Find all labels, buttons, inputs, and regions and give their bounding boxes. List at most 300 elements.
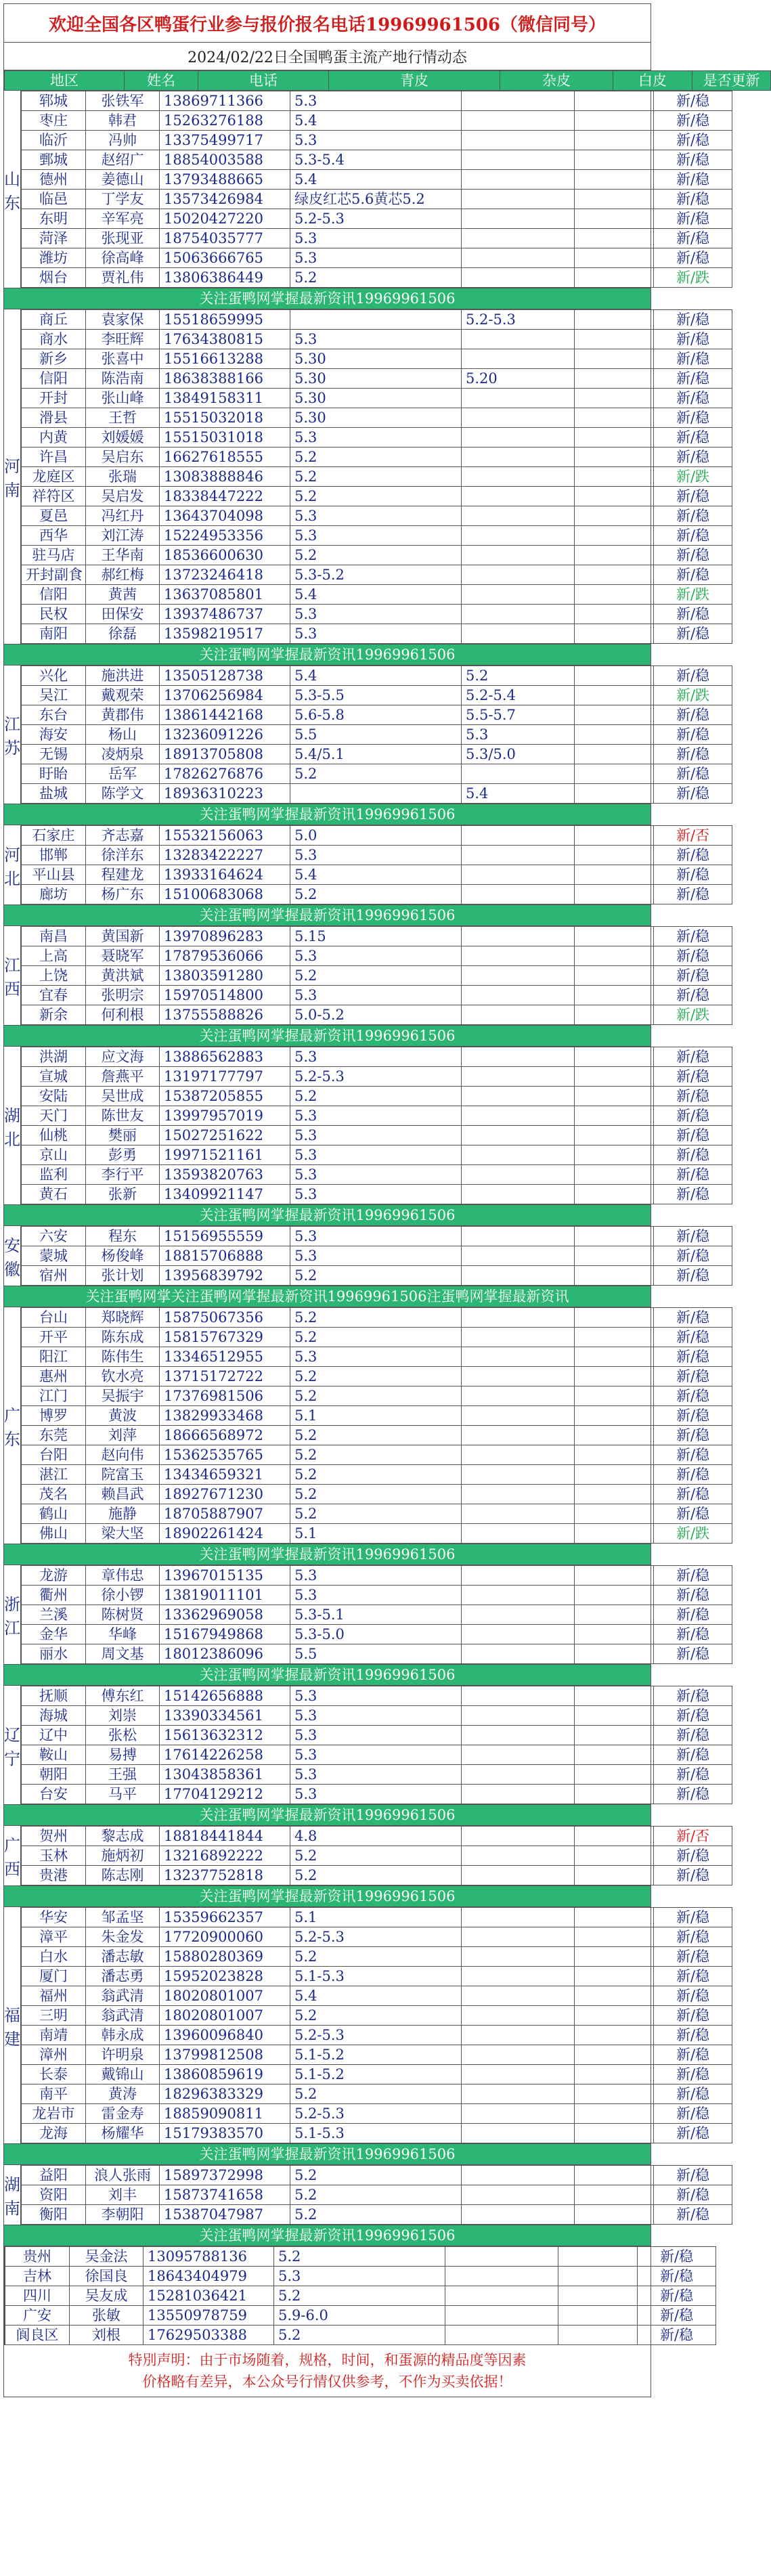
qingpi-cell: 5.2 (290, 1426, 462, 1445)
name-cell: 李朝阳 (86, 2205, 160, 2225)
phone-cell: 13869711366 (160, 91, 290, 111)
name-cell: 许明泉 (86, 2045, 160, 2065)
phone-cell: 13346512955 (160, 1347, 290, 1367)
status-cell: 新/稳 (654, 1726, 732, 1745)
name-cell: 杨广东 (86, 885, 160, 904)
status-cell: 新/稳 (654, 1165, 732, 1185)
table-row (22, 1625, 732, 1644)
phone-cell: 13409921147 (160, 1185, 290, 1204)
zapi-cell (462, 927, 575, 946)
province-group-0 (4, 91, 710, 288)
promo-bar: 关注蛋鸭网掌握最新资讯19969961506 (4, 1204, 651, 1226)
qingpi-cell: 绿皮红芯5.6黄芯5.2 (290, 190, 462, 209)
table-row (22, 111, 732, 131)
city-cell: 新乡 (22, 349, 86, 369)
name-cell: 程建龙 (86, 865, 160, 885)
province-table (21, 2165, 732, 2225)
table-row (22, 585, 732, 605)
baipi-cell (575, 1367, 654, 1387)
zapi-cell (462, 1185, 575, 1204)
phone-cell: 13643704098 (160, 506, 290, 526)
zapi-cell (462, 349, 575, 369)
zapi-cell (462, 1504, 575, 1524)
baipi-cell (575, 1328, 654, 1347)
zapi-cell (462, 1266, 575, 1286)
zapi-cell (462, 1908, 575, 1927)
phone-cell: 13598219517 (160, 624, 290, 644)
name-cell: 韩永成 (86, 2026, 160, 2045)
qingpi-cell: 5.2 (290, 1504, 462, 1524)
city-cell: 茂名 (22, 1485, 86, 1504)
baipi-cell (575, 1927, 654, 1947)
table-row (22, 784, 732, 804)
zapi-cell (462, 1367, 575, 1387)
name-cell: 吴世成 (86, 1087, 160, 1106)
province-table (21, 1307, 732, 1544)
phone-cell: 15532156063 (160, 826, 290, 846)
status-cell: 新/稳 (654, 605, 732, 624)
zapi-cell: 5.20 (462, 369, 575, 389)
table-row (22, 1706, 732, 1726)
qingpi-cell: 5.1 (290, 1406, 462, 1426)
table-row (22, 986, 732, 1005)
name-cell: 傅东红 (86, 1686, 160, 1706)
zapi-cell (462, 2065, 575, 2084)
table-row (22, 447, 732, 467)
zapi-cell (462, 2166, 575, 2185)
city-cell: 宣城 (22, 1067, 86, 1087)
table-row (22, 764, 732, 784)
qingpi-cell: 5.2 (290, 447, 462, 467)
promo-bar: 关注蛋鸭网掌握最新资讯19969961506 (4, 2225, 651, 2246)
table-row (22, 1465, 732, 1485)
phone-cell: 17634380815 (160, 330, 290, 349)
phone-cell: 13933164624 (160, 865, 290, 885)
phone-cell: 15063666765 (160, 248, 290, 268)
baipi-cell (575, 428, 654, 447)
name-cell: 马平 (86, 1785, 160, 1804)
baipi-cell (575, 1005, 654, 1025)
table-row (22, 349, 732, 369)
phone-cell: 15224953356 (160, 526, 290, 546)
name-cell: 姜德山 (86, 170, 160, 190)
city-cell: 安陆 (22, 1087, 86, 1106)
city-cell: 邯郸 (22, 846, 86, 865)
table-row (22, 1785, 732, 1804)
city-cell: 龙海 (22, 2124, 86, 2143)
phone-cell: 13997957019 (160, 1106, 290, 1126)
status-cell: 新/稳 (654, 310, 732, 330)
baipi-cell (575, 1145, 654, 1165)
name-cell: 冯红丹 (86, 506, 160, 526)
name-cell: 刘根 (70, 2326, 144, 2345)
zapi-cell (462, 1726, 575, 1745)
zapi-cell (462, 1308, 575, 1328)
qingpi-cell: 5.2 (290, 1308, 462, 1328)
zapi-cell (462, 1387, 575, 1406)
city-cell: 许昌 (22, 447, 86, 467)
phone-cell: 18818441844 (160, 1827, 290, 1846)
status-cell: 新/稳 (654, 1485, 732, 1504)
table-row (22, 428, 732, 447)
city-cell: 上饶 (22, 966, 86, 986)
baipi-cell (575, 946, 654, 966)
province-label: 江西 (4, 926, 21, 1025)
status-cell: 新/稳 (654, 1266, 732, 1286)
status-cell: 新/稳 (654, 784, 732, 804)
zapi-cell (445, 2267, 558, 2286)
qingpi-cell: 5.3 (290, 605, 462, 624)
promo-bar: 关注蛋鸭网掌握最新资讯19969961506 (4, 804, 651, 825)
phone-cell: 13937486737 (160, 605, 290, 624)
qingpi-cell: 5.2 (290, 546, 462, 565)
qingpi-cell: 5.4/5.1 (290, 745, 462, 764)
status-cell: 新/稳 (654, 546, 732, 565)
status-cell: 新/稳 (654, 1367, 732, 1387)
zapi-cell (462, 946, 575, 966)
status-cell: 新/稳 (654, 1185, 732, 1204)
zapi-cell (462, 1866, 575, 1885)
table-row (22, 467, 732, 487)
zapi-cell (462, 2104, 575, 2124)
zapi-cell (462, 546, 575, 565)
status-cell: 新/稳 (654, 1347, 732, 1367)
qingpi-cell: 5.3 (290, 526, 462, 546)
name-cell: 黄涛 (86, 2084, 160, 2104)
qingpi-cell: 5.0 (290, 826, 462, 846)
phone-cell: 15387047987 (160, 2205, 290, 2225)
name-cell: 张敏 (70, 2306, 144, 2326)
baipi-cell (575, 209, 654, 229)
zapi-cell (462, 1967, 575, 1986)
qingpi-cell: 5.2 (290, 1485, 462, 1504)
zapi-cell: 5.2-5.4 (462, 686, 575, 705)
baipi-cell (575, 764, 654, 784)
name-cell: 程东 (86, 1227, 160, 1246)
name-cell: 杨耀华 (86, 2124, 160, 2143)
table-row (22, 1846, 732, 1866)
province-group-3 (4, 825, 710, 904)
city-cell: 新余 (22, 1005, 86, 1025)
baipi-cell (575, 408, 654, 428)
table-row (22, 865, 732, 885)
phone-cell: 15167949868 (160, 1625, 290, 1644)
name-cell: 吴振宇 (86, 1387, 160, 1406)
status-cell: 新/稳 (654, 2205, 732, 2225)
name-cell: 黄波 (86, 1406, 160, 1426)
name-cell: 张铁军 (86, 91, 160, 111)
qingpi-cell: 5.2-5.3 (290, 2026, 462, 2045)
baipi-cell (575, 1644, 654, 1664)
phone-cell: 13505128738 (160, 666, 290, 686)
status-cell: 新/稳 (654, 526, 732, 546)
baipi-cell (575, 546, 654, 565)
status-cell: 新/稳 (654, 745, 732, 764)
baipi-cell (575, 624, 654, 644)
city-cell: 衡阳 (22, 2205, 86, 2225)
qingpi-cell: 5.2 (290, 966, 462, 986)
qingpi-cell: 5.2 (290, 885, 462, 904)
status-cell: 新/跌 (654, 467, 732, 487)
city-cell: 龙庭区 (22, 467, 86, 487)
zapi-cell (462, 1785, 575, 1804)
table-row (5, 2247, 716, 2267)
qingpi-cell: 5.5 (290, 725, 462, 745)
phone-cell: 18913705808 (160, 745, 290, 764)
baipi-cell (575, 705, 654, 725)
name-cell: 赵向伟 (86, 1445, 160, 1465)
phone-cell: 15387205855 (160, 1087, 290, 1106)
phone-cell: 15897372998 (160, 2166, 290, 2185)
table-row (22, 546, 732, 565)
province-table (21, 825, 732, 904)
qingpi-cell: 4.8 (290, 1827, 462, 1846)
table-row (22, 725, 732, 745)
qingpi-cell: 5.1-5.3 (290, 1967, 462, 1986)
table-row (22, 1406, 732, 1426)
phone-cell: 17376981506 (160, 1387, 290, 1406)
phone-cell: 17879536066 (160, 946, 290, 966)
name-cell: 凌炳泉 (86, 745, 160, 764)
baipi-cell (575, 2006, 654, 2026)
province-label: 河南 (4, 309, 21, 644)
phone-cell: 13849158311 (160, 389, 290, 408)
phone-cell: 16627618555 (160, 447, 290, 467)
city-cell: 阳江 (22, 1347, 86, 1367)
name-cell: 周文基 (86, 1644, 160, 1664)
zapi-cell (462, 1145, 575, 1165)
table-row (22, 1047, 732, 1067)
baipi-cell (575, 310, 654, 330)
qingpi-cell: 5.3 (290, 1765, 462, 1785)
qingpi-cell: 5.1-5.2 (290, 2045, 462, 2065)
province-group-13 (4, 2246, 694, 2345)
baipi-cell (575, 1227, 654, 1246)
phone-cell: 15516613288 (160, 349, 290, 369)
province-label: 福建 (4, 1907, 21, 2143)
qingpi-cell (290, 310, 462, 330)
status-cell: 新/稳 (654, 1504, 732, 1524)
status-cell: 新/稳 (654, 1745, 732, 1765)
qingpi-cell: 5.2 (290, 1387, 462, 1406)
phone-cell: 15100683068 (160, 885, 290, 904)
table-row (22, 310, 732, 330)
baipi-cell (575, 268, 654, 288)
baipi-cell (575, 1524, 654, 1544)
city-cell: 天门 (22, 1106, 86, 1126)
phone-cell: 13706256984 (160, 686, 290, 705)
table-row (22, 209, 732, 229)
status-cell: 新/稳 (654, 764, 732, 784)
name-cell: 贾礼伟 (86, 268, 160, 288)
qingpi-cell: 5.3 (290, 986, 462, 1005)
table-row (22, 1765, 732, 1785)
baipi-cell (575, 1706, 654, 1726)
qingpi-cell: 5.6-5.8 (290, 705, 462, 725)
zapi-cell (462, 2084, 575, 2104)
phone-cell: 18296383329 (160, 2084, 290, 2104)
city-cell: 惠州 (22, 1367, 86, 1387)
name-cell: 郑晓辉 (86, 1308, 160, 1328)
table-row (22, 389, 732, 408)
status-cell: 新/稳 (654, 1785, 732, 1804)
baipi-cell (575, 846, 654, 865)
status-cell: 新/稳 (654, 1947, 732, 1967)
status-cell: 新/稳 (654, 190, 732, 209)
status-cell: 新/稳 (654, 1644, 732, 1664)
name-cell: 李行平 (86, 1165, 160, 1185)
city-cell: 华安 (22, 1908, 86, 1927)
name-cell: 樊丽 (86, 1126, 160, 1145)
status-cell: 新/稳 (654, 1445, 732, 1465)
baipi-cell (575, 1908, 654, 1927)
name-cell: 齐志嘉 (86, 826, 160, 846)
qingpi-cell: 5.2 (290, 1367, 462, 1387)
city-cell: 长泰 (22, 2065, 86, 2084)
city-cell: 漳州 (22, 2045, 86, 2065)
name-cell: 朱金发 (86, 1927, 160, 1947)
promo-bar: 关注蛋鸭网掌握最新资讯19969961506 (4, 904, 651, 926)
status-cell: 新/稳 (654, 2084, 732, 2104)
table-row (22, 1745, 732, 1765)
city-cell: 信阳 (22, 585, 86, 605)
status-cell: 新/稳 (654, 1967, 732, 1986)
status-cell: 新/稳 (654, 349, 732, 369)
city-cell: 贺州 (22, 1827, 86, 1846)
status-cell: 新/稳 (654, 1566, 732, 1586)
status-cell: 新/稳 (654, 1387, 732, 1406)
status-cell: 新/稳 (654, 1308, 732, 1328)
phone-cell: 13083888846 (160, 467, 290, 487)
table-row (22, 1067, 732, 1087)
city-cell: 郓城 (22, 91, 86, 111)
baipi-cell (575, 826, 654, 846)
qingpi-cell: 5.3 (290, 1145, 462, 1165)
qingpi-cell: 5.4 (290, 865, 462, 885)
qingpi-cell: 5.4 (290, 170, 462, 190)
city-cell: 海安 (22, 725, 86, 745)
table-row (22, 330, 732, 349)
status-cell: 新/稳 (638, 2306, 716, 2326)
table-row (22, 91, 732, 111)
province-label: 辽宁 (4, 1686, 21, 1804)
province-label: 湖南 (4, 2165, 21, 2225)
promo-bar: 关注蛋鸭网掌握最新资讯19969961506 (4, 1664, 651, 1686)
zapi-cell (462, 1566, 575, 1586)
baipi-cell (575, 2045, 654, 2065)
table-row (22, 248, 732, 268)
baipi-cell (575, 229, 654, 248)
table-row (22, 1686, 732, 1706)
city-cell: 夏邑 (22, 506, 86, 526)
table-row (22, 1586, 732, 1605)
city-cell: 菏泽 (22, 229, 86, 248)
phone-cell: 18936310223 (160, 784, 290, 804)
status-cell: 新/稳 (654, 927, 732, 946)
zapi-cell (462, 428, 575, 447)
name-cell: 张山峰 (86, 389, 160, 408)
city-cell: 台安 (22, 1785, 86, 1804)
table-row (22, 2045, 732, 2065)
province-group-6 (4, 1226, 710, 1286)
table-row (22, 1328, 732, 1347)
zapi-cell (462, 1524, 575, 1544)
baipi-cell (575, 248, 654, 268)
city-cell: 玉林 (22, 1846, 86, 1866)
qingpi-cell: 5.30 (290, 349, 462, 369)
table-row (22, 506, 732, 526)
city-cell: 金华 (22, 1625, 86, 1644)
table-row (22, 229, 732, 248)
city-cell: 宿州 (22, 1266, 86, 1286)
city-cell: 开封 (22, 389, 86, 408)
qingpi-cell: 5.3 (290, 131, 462, 150)
name-cell: 刘丰 (86, 2185, 160, 2205)
table-row (22, 1367, 732, 1387)
zapi-cell (462, 2045, 575, 2065)
baipi-cell (575, 1745, 654, 1765)
province-group-4 (4, 926, 710, 1025)
city-cell: 海城 (22, 1706, 86, 1726)
zapi-cell (462, 2006, 575, 2026)
zapi-cell (462, 131, 575, 150)
phone-cell: 13375499717 (160, 131, 290, 150)
table-row (22, 2104, 732, 2124)
qingpi-cell: 5.2 (290, 1445, 462, 1465)
baipi-cell (575, 1047, 654, 1067)
qingpi-cell: 5.3 (290, 1726, 462, 1745)
baipi-cell (575, 1605, 654, 1625)
table-row (22, 526, 732, 546)
zapi-cell (462, 585, 575, 605)
table-row (22, 1106, 732, 1126)
name-cell: 张松 (86, 1726, 160, 1745)
zapi-cell (462, 1246, 575, 1266)
zapi-cell: 5.3 (462, 725, 575, 745)
phone-cell: 18902261424 (160, 1524, 290, 1544)
phone-cell: 15970514800 (160, 986, 290, 1005)
qingpi-cell: 5.3 (290, 1706, 462, 1726)
province-table (21, 926, 732, 1025)
city-cell: 京山 (22, 1145, 86, 1165)
column-header-3: 电话 (198, 71, 329, 91)
zapi-cell (462, 1087, 575, 1106)
footer-note (4, 2345, 651, 2397)
status-cell: 新/稳 (654, 1426, 732, 1445)
table-row (22, 2205, 732, 2225)
phone-cell: 18012386096 (160, 1644, 290, 1664)
baipi-cell (575, 966, 654, 986)
status-cell: 新/稳 (654, 447, 732, 467)
status-cell: 新/稳 (654, 209, 732, 229)
city-cell: 鞍山 (22, 1745, 86, 1765)
province-table (21, 665, 732, 804)
baipi-cell (575, 1165, 654, 1185)
status-cell: 新/稳 (654, 91, 732, 111)
zapi-cell (462, 846, 575, 865)
table-row (22, 624, 732, 644)
phone-cell: 13829933468 (160, 1406, 290, 1426)
phone-cell: 17704129212 (160, 1785, 290, 1804)
table-row (22, 2006, 732, 2026)
status-cell: 新/稳 (638, 2247, 716, 2267)
zapi-cell (462, 1406, 575, 1426)
zapi-cell (462, 1625, 575, 1644)
baipi-cell (575, 2065, 654, 2084)
zapi-cell (445, 2247, 558, 2267)
city-cell: 兴化 (22, 666, 86, 686)
province-label: 湖北 (4, 1047, 21, 1204)
